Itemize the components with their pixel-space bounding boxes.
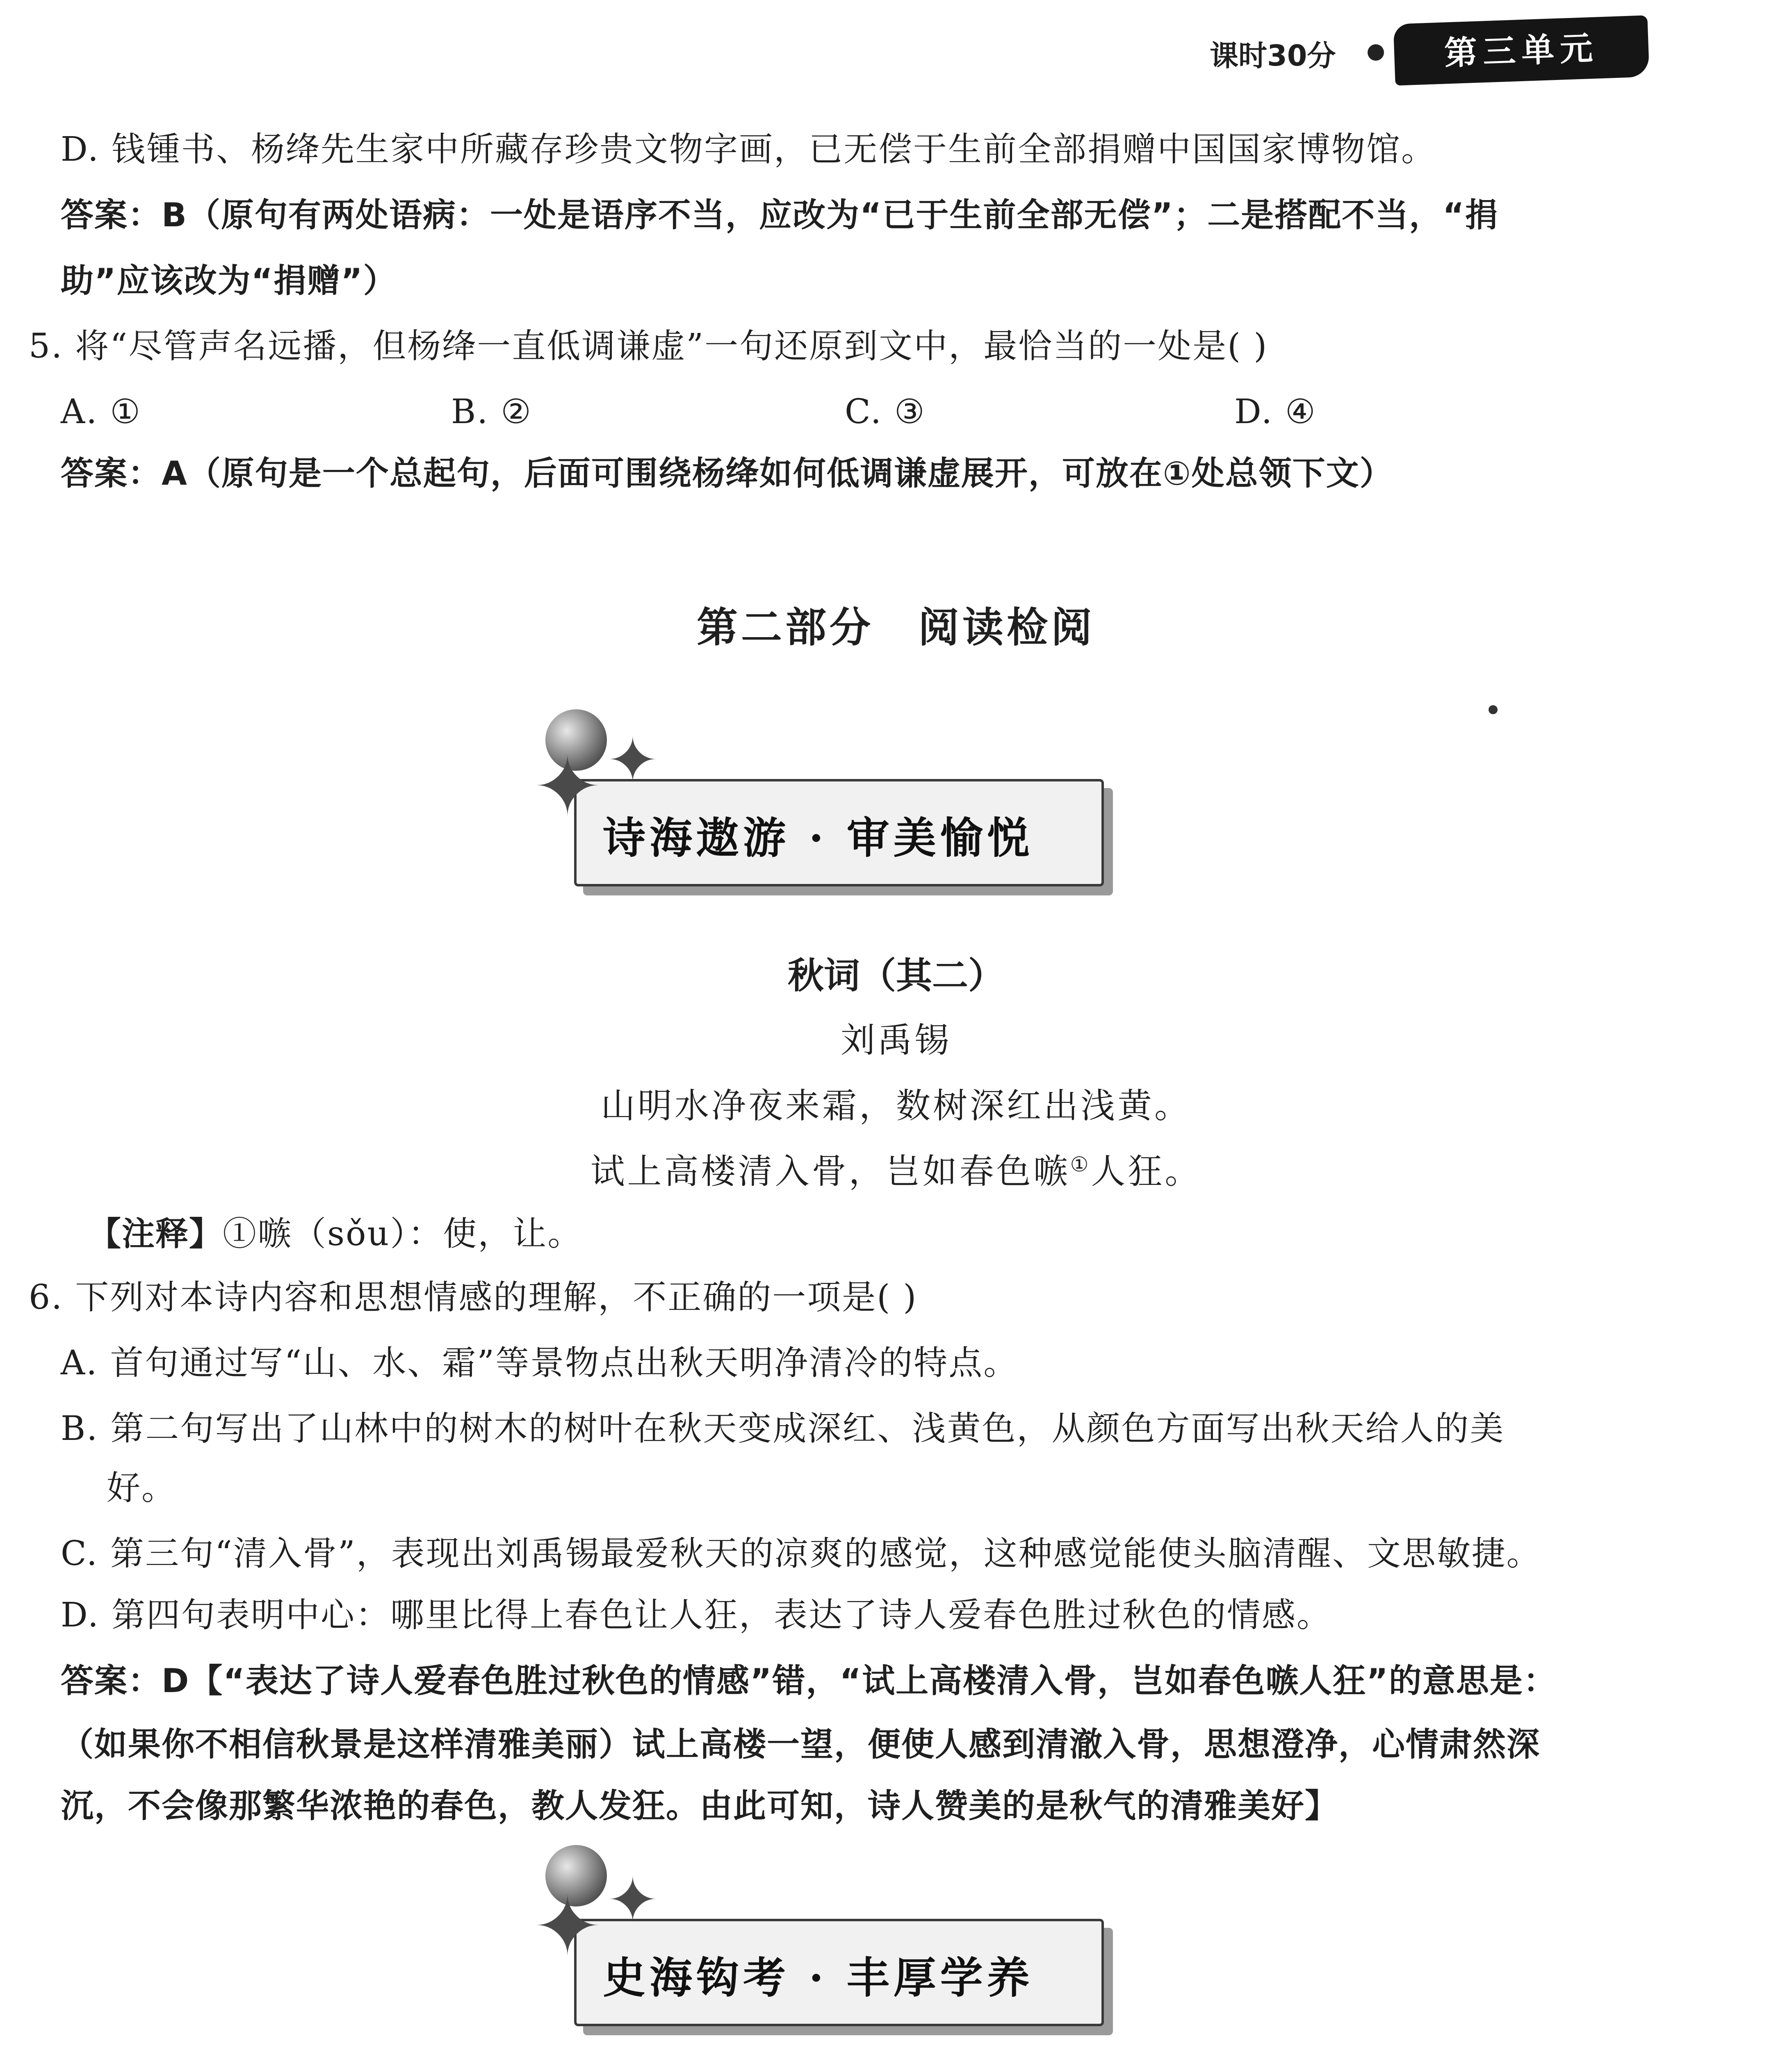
poem-line-2 <box>0 1144 1792 1194</box>
q6-stem: 6. 下列对本诗内容和思想情感的理解，不正确的一项是( ) <box>29 1278 918 1317</box>
q4-option-d: D. 钱锺书、杨绛先生家中所藏存珍贵文物字画，已无偿于生前全部捐赠中国国家博物馆。 <box>61 130 1436 169</box>
q6-option-c: C. 第三句“清入骨”，表现出刘禹锡最爱秋天的凉爽的感觉，这种感觉能使头脑清醒、文思敏捷。 <box>61 1534 1541 1573</box>
q4-answer-line1: 答案：B（原句有两处语病：一处是语序不当，应改为“已于生前全部无偿”；二是搭配不当，“捐 <box>61 196 1499 234</box>
poem-line-2a: 试上高楼清入骨，岂如春色嗾 <box>590 1151 1070 1191</box>
note-text: ①嗾（sǒu）：使，让。 <box>223 1214 583 1253</box>
footnote-marker: ① <box>1070 1153 1091 1176</box>
speck <box>1489 705 1498 714</box>
q5-stem: 5. 将“尽管声名远播，但杨绛一直低调谦虚”一句还原到文中，最恰当的一处是( ) <box>29 327 1268 366</box>
q4-answer-line2: 助”应该改为“捐赠”） <box>61 262 397 300</box>
banner-poetry-text: 诗海遨游 · 审美愉悦 <box>603 813 1034 863</box>
q6-answer-line3: 沉，不会像那繁华浓艳的春色，教人发狂。由此可知，诗人赞美的是秋气的清雅美好】 <box>61 1787 1338 1825</box>
q6-answer-line2: （如果你不相信秋景是这样清雅美丽）试上高楼一望，便使人感到清澈入骨，思想澄净，心情肃然深 <box>61 1725 1540 1763</box>
lesson-label: 课时30分 <box>1210 39 1336 73</box>
poem-title: 秋词（其二） <box>787 954 1004 997</box>
star-icon: ✦ <box>607 1865 659 1936</box>
q6-option-b-line2: 好。 <box>107 1469 177 1508</box>
star-icon: ✦ <box>607 725 659 796</box>
note-label: 【注释】 <box>88 1215 223 1253</box>
q5-option-a: A. ① <box>61 392 141 431</box>
q5-answer: 答案：A（原句是一个总起句，后面可围绕杨绛如何低调谦虚展开，可放在①处总领下文） <box>61 454 1393 492</box>
q5-option-c: C. ③ <box>845 392 926 431</box>
banner-history-text: 史海钩考 · 丰厚学养 <box>603 1952 1034 2003</box>
star-icon: ✦ <box>533 1879 602 1975</box>
q6-answer-line1: 答案：D【“表达了诗人爱春色胜过秋色的情感”错，“试上高楼清入骨，岂如春色嗾人狂”的意思是： <box>61 1662 1557 1700</box>
q5-option-b: B. ② <box>451 392 532 431</box>
star-icon: ✦ <box>533 739 602 835</box>
poem-note <box>88 1210 582 1259</box>
q5-option-d: D. ④ <box>1234 392 1317 431</box>
q6-option-a: A. 首句通过写“山、水、霜”等景物点出秋天明净清冷的特点。 <box>61 1344 1019 1383</box>
header-bullet-icon <box>1368 44 1384 61</box>
poem-author: 刘禹锡 <box>840 1020 951 1060</box>
part2-title: 第二部分 阅读检阅 <box>697 604 1095 651</box>
q6-option-b-line1: B. 第二句写出了山林中的树木的树叶在秋天变成深红、浅黄色，从颜色方面写出秋天给人的美 <box>61 1409 1505 1448</box>
unit-banner: 第三单元 <box>1393 15 1650 86</box>
poem-line-2b: 人狂。 <box>1091 1151 1202 1191</box>
poem-line-1: 山明水净夜来霜，数树深红出浅黄。 <box>600 1086 1191 1126</box>
q6-option-d: D. 第四句表明中心：哪里比得上春色让人狂，表达了诗人爱春色胜过秋色的情感。 <box>61 1596 1331 1635</box>
